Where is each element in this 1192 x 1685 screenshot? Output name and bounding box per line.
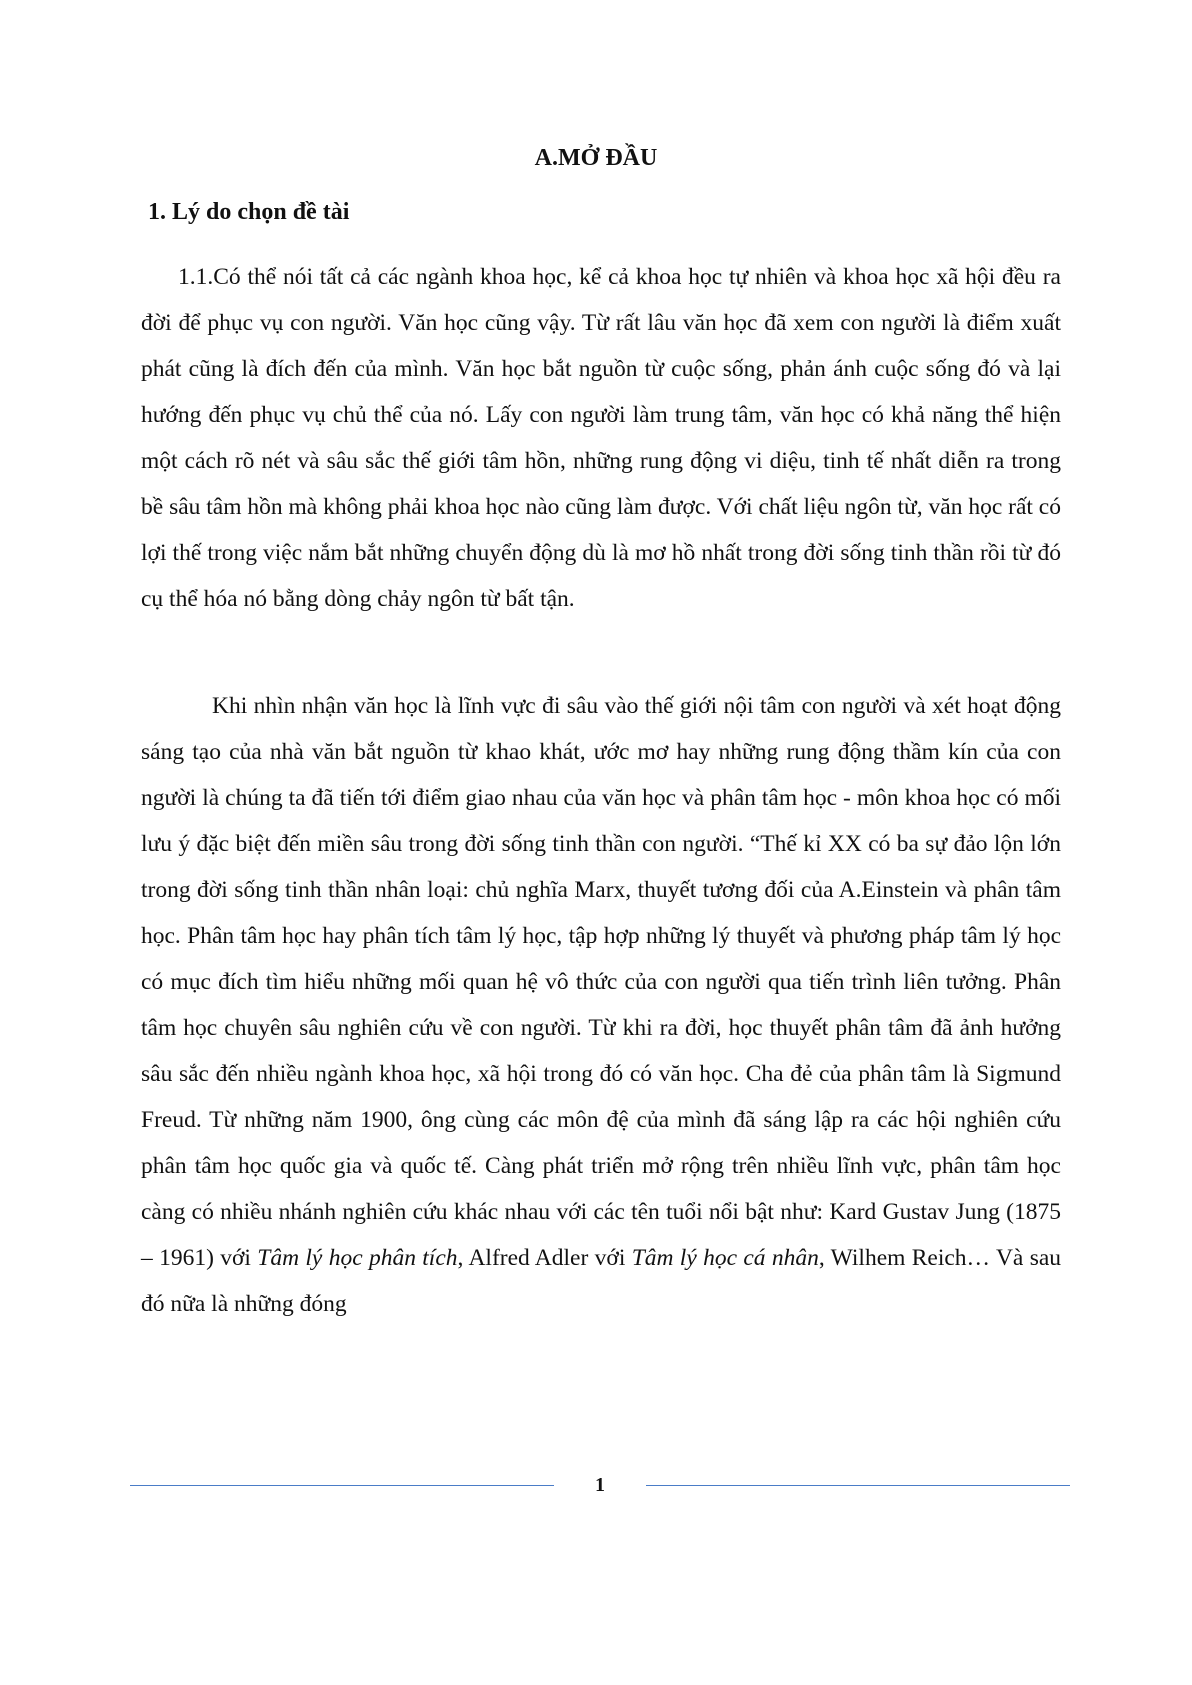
section-heading: 1. Lý do chọn đề tài	[148, 199, 350, 225]
page-footer	[130, 1470, 1070, 1500]
document-title: A.MỞ ĐẦU	[534, 145, 658, 171]
footer-rule-left	[130, 1485, 554, 1486]
paragraph-2	[141, 683, 1061, 1327]
page-number: 1	[595, 1474, 605, 1496]
paragraph-2-text-1: Khi nhìn nhận văn học là lĩnh vực đi sâu vào thế giới nội tâm con người và xét hoạt động sáng tạo của nhà văn bắt nguồn từ khao khát, ước mơ hay những rung động thầm kín của con người là chúng ta đã tiến tới điểm giao nhau của văn học và phân tâm học - môn khoa học có mối lưu ý đặc biệt đến miền sâu trong đời sống tinh thần con người. “Thế kỉ XX có ba sự đảo lộn lớn trong đời sống tinh thần nhân loại: chủ nghĩa Marx, thuyết tương đối của A.Einstein và phân tâm học. Phân tâm học hay phân tích tâm lý học, tập hợp những lý thuyết và phương pháp tâm lý học có mục đích tìm hiểu những mối quan hệ vô thức của con người qua tiến trình liên tưởng. Phân tâm học chuyên sâu nghiên cứu về con người. Từ khi ra đời, học thuyết phân tâm đã ảnh hưởng sâu sắc đến nhiều ngành khoa học, xã hội trong đó có văn học. Cha đẻ của phân tâm là Sigmund Freud. Từ những năm 1900, ông cùng các môn đệ của mình đã sáng lập ra các hội nghiên cứu phân tâm học quốc gia và quốc tế. Càng phát triển mở rộng trên nhiều lĩnh vực, phân tâm học càng có nhiều nhánh nghiên cứu khác nhau với các tên tuổi nổi bật như: Kard Gustav Jung (1875 – 1961) với	[141, 693, 1061, 1271]
book-title-analytical-psychology: Tâm lý học phân tích	[257, 1245, 458, 1271]
book-title-individual-psychology: Tâm lý học cá nhân	[631, 1245, 819, 1271]
paragraph-2-text-2: , Alfred Adler với	[457, 1245, 632, 1271]
footer-rule-right	[646, 1485, 1070, 1486]
paragraph-2-text-3: , Wilhem Reich… Và sau đó nữa là những đóng	[141, 1245, 1062, 1317]
paragraph-1: 1.1.Có thể nói tất cả các ngành khoa học, kể cả khoa học tự nhiên và khoa học xã hội đều ra đời để phục vụ con người. Văn học cũng vậy. Từ rất lâu văn học đã xem con người là điểm xuất phát cũng là đích đến của mình. Văn học bắt nguồn từ cuộc sống, phản ánh cuộc sống đó và lại hướng đến phục vụ chủ thể của nó. Lấy con người làm trung tâm, văn học có khả năng thể hiện một cách rõ nét và sâu sắc thế giới tâm hồn, những rung động vi diệu, tinh tế nhất diễn ra trong bề sâu tâm hồn mà không phải khoa học nào cũng làm được. Với chất liệu ngôn từ, văn học rất có lợi thế trong việc nắm bắt những chuyển động dù là mơ hồ nhất trong đời sống tinh thần rồi từ đó cụ thể hóa nó bằng dòng chảy ngôn từ bất tận.	[141, 264, 1061, 612]
